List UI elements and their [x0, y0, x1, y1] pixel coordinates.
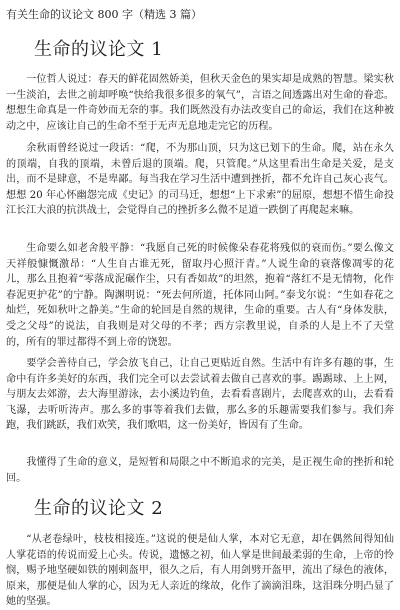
paragraph: 余秋雨曾经说过一段话：“爬，不为那山顶，只为这已划下的生命。爬，站在永久的顶端，自我的顶端，未曾后退的顶端。爬，只管爬。”从这里看出生命是关爱，是支出，而不是肆意，不是卑鄙。每当我在学习生活中遭到挫折，都不允许自己灰心丧气。想想 20 年心怀幽怨完成《史记》的司马迁，想想“上下求索”的屈原，想想不惜生命投江长江大浪的抗洪战士，会觉得自己的挫折多么微不足道一跌倒了再爬起来嘛。	[6, 143, 394, 217]
document-title: 有关生命的议论文 800 字（精选 3 篇）	[6, 8, 202, 21]
section-heading-1: 生命的议论文 1	[34, 39, 164, 60]
paragraph: 要学会善待自己，学会放飞自己，让自己更贴近自然。生活中有许多有趣的事，生命中有许多美好的东西，我们完全可以去尝试着去做自己喜欢的事。踢踢球、上上网，与朋友去郊游，去大海里游泳，去小溪边钓鱼，去看看喜剧片，去爬喜欢的山，去看看飞瀑，去听听涛声。那么多的事等着我们去做，那么多的乐趣需要我们参与。我们奔跑，我们跳跃，我们欢笑，我们歌唱，这一份美好，皆因有了生命。	[6, 358, 394, 432]
paragraph: 一位哲人说过：春天的鲜花固然娇美，但秋天金色的果实却是成熟的智慧。梁实秋一生淡泊，去世之前却呼唤“快给我很多很多的氧气”，言语之间透露出对生命的眷恋。想想生命真是一件奇妙而无奈的事。我们既然没有办法改变自己的命运，我们在这种被动之中，应该让自己的生命不至于无声无息地走完它的历程。	[6, 74, 394, 132]
paragraph: 生命要么如老舍般平静：“我愿自己死的时候像朵春花将残似的衰而伤。”要么像文天祥般慷慨激昂：“人生自古谁无死，留取丹心照汗青。”人说生命的衰落像凋零的花儿，那么且抱着“零落成泥碾作尘，只有香如故”的坦然，抱着“落红不是无情物，化作春泥更护花”的宁静。陶渊明说：“死去何所道，托体同山阿。”泰戈尔说：“生如春花之灿烂，死如秋叶之静美。”生命的轮回是自然的规律，生命的重要。古人有“身体发肤，受之父母”的说法，自我则是对父母的不孝；西方宗教里说，自杀的人是上不了天堂的，所有的罪过都得不到上帝的饶恕。	[6, 243, 394, 348]
paragraph: 我懂得了生命的意义，是短暂和局限之中不断追求的完美，是正视生命的挫折和轮回。	[6, 457, 394, 484]
paragraph: “从老卷绿叶，枝枝相接连。”这说的便是仙人掌，本对它无意，却在偶然间得知仙人掌花语的传说而爱上心头。传说，遗憾之初，仙人掌是世间最柔弱的生命，上帝的怜悯，赐予地坚硬如铁的刚刺盔甲，很久之后，有人用剑劈开盔甲，流出了绿色的液体，原来，那便是仙人掌的心，因为无人亲近的缘故，化作了滴滴泪珠，这泪珠分明凸显了她的坚强。	[6, 534, 394, 608]
section-heading-2: 生命的议论文 2	[34, 498, 164, 519]
